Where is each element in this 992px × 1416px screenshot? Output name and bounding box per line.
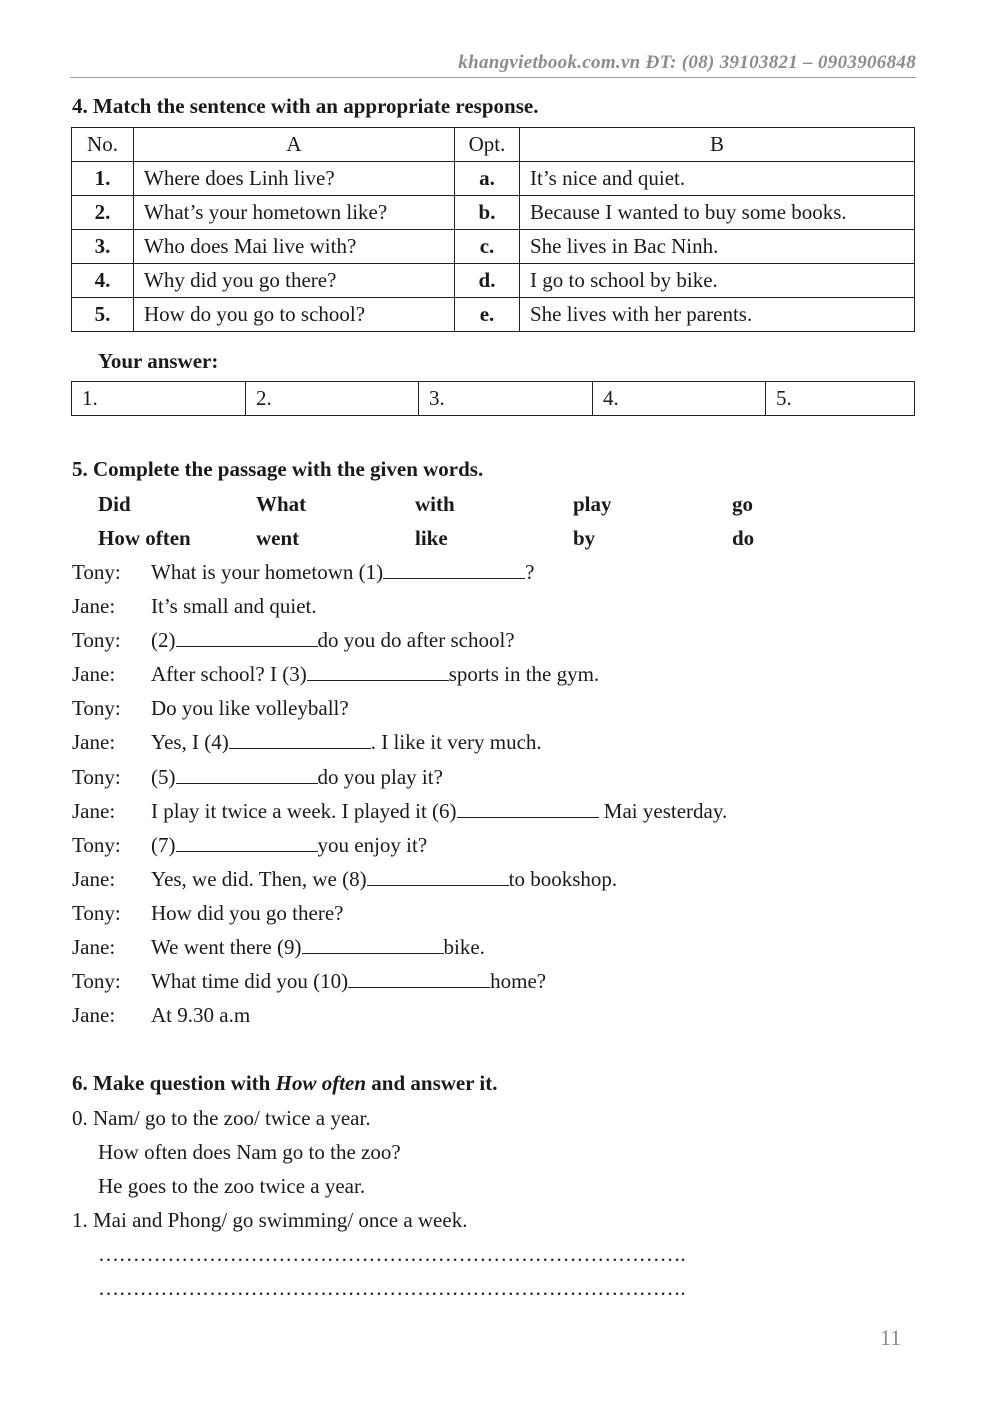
dialogue-line [151, 935, 485, 960]
blank-2[interactable] [176, 628, 318, 647]
dialogue-text: do you do after school? [317, 628, 515, 652]
dialogue-line [151, 662, 599, 687]
title-text: and answer it. [366, 1071, 498, 1095]
matching-table [71, 127, 915, 332]
title-emphasis: How often [275, 1071, 367, 1095]
dialogue-text: How did you go there? [151, 901, 344, 925]
answer-cell-3[interactable]: 3. [419, 382, 593, 416]
speaker-label: Tony: [72, 765, 121, 789]
row-no: 2. [72, 196, 134, 230]
answer-dotted-line[interactable]: …………………………………………………………………………. [98, 1242, 686, 1266]
col-header-no: No. [72, 128, 134, 162]
dialogue-line [151, 799, 727, 824]
speaker-label: Tony: [72, 969, 121, 993]
dialogue-line [151, 765, 443, 790]
row-sentence: Where does Linh live? [134, 162, 455, 196]
row-no: 5. [72, 298, 134, 332]
dialogue-line [151, 628, 515, 653]
page-header: khangvietbook.com.vn ĐT: (08) 39103821 – 0903906848 [458, 52, 916, 73]
dialogue-text: to bookshop. [508, 867, 618, 891]
example-prompt: 0. Nam/ go to the zoo/ twice a year. [72, 1106, 371, 1130]
dialogue-text: Yes, we did. Then, we (8) [151, 867, 367, 891]
row-no: 3. [72, 230, 134, 264]
header-divider [70, 77, 916, 78]
dialogue-line [151, 833, 427, 858]
table-row [72, 230, 915, 264]
col-header-b: B [520, 128, 915, 162]
word-bank-item: How often [98, 526, 191, 550]
dialogue-text: At 9.30 a.m [151, 1003, 251, 1027]
blank-6[interactable] [457, 799, 599, 818]
word-bank-item: like [415, 526, 448, 550]
word-bank-item: with [415, 492, 455, 516]
word-bank-item: play [573, 492, 612, 516]
speaker-label: Tony: [72, 628, 121, 652]
speaker-label: Jane: [72, 594, 116, 618]
dialogue-text: ? [525, 560, 535, 584]
row-no: 1. [72, 162, 134, 196]
blank-8[interactable] [367, 867, 509, 886]
dialogue-text: I play it twice a week. I played it (6) [151, 799, 457, 823]
row-sentence: Who does Mai live with? [134, 230, 455, 264]
table-row [72, 196, 915, 230]
row-no: 4. [72, 264, 134, 298]
answer-cell-5[interactable]: 5. [766, 382, 915, 416]
speaker-label: Jane: [72, 730, 116, 754]
dialogue-text: What time did you (10) [151, 969, 349, 993]
section-4-title: 4. Match the sentence with an appropriate response. [72, 94, 539, 118]
answer-cell-2[interactable]: 2. [246, 382, 419, 416]
blank-5[interactable] [176, 765, 318, 784]
dialogue-text: sports in the gym. [448, 662, 600, 686]
table-header-row [72, 128, 915, 162]
table-row [72, 162, 915, 196]
word-bank-item: Did [98, 492, 131, 516]
dialogue-line [151, 867, 617, 892]
word-bank-item: by [573, 526, 596, 550]
col-header-opt: Opt. [455, 128, 520, 162]
speaker-label: Jane: [72, 1003, 116, 1027]
blank-9[interactable] [302, 935, 444, 954]
dialogue-text: (7) [151, 833, 176, 857]
row-option: b. [455, 196, 520, 230]
row-response: Because I wanted to buy some books. [520, 196, 915, 230]
speaker-label: Jane: [72, 799, 116, 823]
row-response: She lives with her parents. [520, 298, 915, 332]
example-question: How often does Nam go to the zoo? [98, 1140, 401, 1164]
dialogue-text: bike. [443, 935, 485, 959]
dialogue-text: Do you like volleyball? [151, 696, 349, 720]
answer-dotted-line[interactable]: …………………………………………………………………………. [98, 1276, 686, 1300]
table-row [72, 298, 915, 332]
dialogue-text: After school? I (3) [151, 662, 307, 686]
dialogue-line [151, 560, 534, 585]
speaker-label: Jane: [72, 867, 116, 891]
example-answer: He goes to the zoo twice a year. [98, 1174, 366, 1198]
dialogue-text: It’s small and quiet. [151, 594, 317, 618]
dialogue-text: (2) [151, 628, 176, 652]
speaker-label: Jane: [72, 662, 116, 686]
row-option: c. [455, 230, 520, 264]
blank-10[interactable] [348, 969, 490, 988]
row-sentence: Why did you go there? [134, 264, 455, 298]
dialogue-text: . I like it very much. [370, 730, 542, 754]
answer-table [71, 381, 915, 416]
col-header-a: A [134, 128, 455, 162]
dialogue-text: Yes, I (4) [151, 730, 229, 754]
speaker-label: Tony: [72, 833, 121, 857]
table-row [72, 264, 915, 298]
word-bank-item: What [256, 492, 307, 516]
speaker-label: Tony: [72, 901, 121, 925]
dialogue-line [151, 696, 349, 721]
row-sentence: How do you go to school? [134, 298, 455, 332]
answer-cell-1[interactable]: 1. [72, 382, 246, 416]
your-answer-label: Your answer: [98, 349, 219, 373]
blank-3[interactable] [307, 662, 449, 681]
dialogue-text: Mai yesterday. [598, 799, 728, 823]
blank-1[interactable] [383, 560, 525, 579]
blank-4[interactable] [229, 730, 371, 749]
dialogue-text: What is your hometown (1) [151, 560, 384, 584]
row-response: It’s nice and quiet. [520, 162, 915, 196]
word-bank-item: do [732, 526, 755, 550]
dialogue-line [151, 901, 343, 926]
row-option: d. [455, 264, 520, 298]
row-response: I go to school by bike. [520, 264, 915, 298]
speaker-label: Tony: [72, 696, 121, 720]
speaker-label: Tony: [72, 560, 121, 584]
title-text: 6. Make question with [72, 1071, 276, 1095]
dialogue-text: We went there (9) [151, 935, 302, 959]
dialogue-line [151, 730, 542, 755]
word-bank-item: go [732, 492, 753, 516]
exercise-prompt: 1. Mai and Phong/ go swimming/ once a week. [72, 1208, 468, 1232]
row-option: a. [455, 162, 520, 196]
row-response: She lives in Bac Ninh. [520, 230, 915, 264]
dialogue-text: do you play it? [317, 765, 443, 789]
word-bank-item: went [256, 526, 300, 550]
section-5-title: 5. Complete the passage with the given words. [72, 457, 484, 481]
dialogue-text: (5) [151, 765, 176, 789]
page-number: 11 [880, 1325, 902, 1350]
row-option: e. [455, 298, 520, 332]
dialogue-line [151, 594, 317, 619]
answer-cell-4[interactable]: 4. [593, 382, 766, 416]
speaker-label: Jane: [72, 935, 116, 959]
section-6-title [72, 1071, 498, 1096]
row-sentence: What’s your hometown like? [134, 196, 455, 230]
dialogue-line [151, 1003, 250, 1028]
blank-7[interactable] [176, 833, 318, 852]
dialogue-text: you enjoy it? [317, 833, 428, 857]
dialogue-text: home? [490, 969, 547, 993]
dialogue-line [151, 969, 546, 994]
